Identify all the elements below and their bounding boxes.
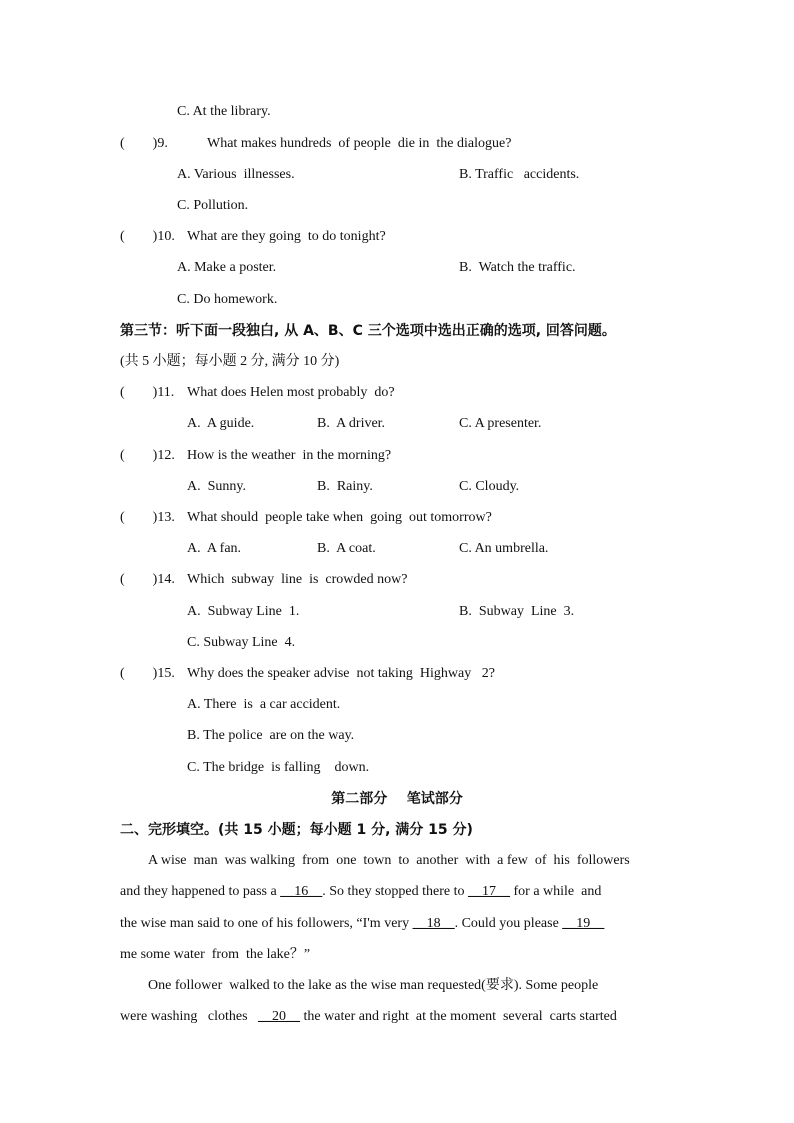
cloze-paragraph1-line2 [120, 883, 601, 901]
q15-number: ( )15. [120, 666, 175, 681]
q15-question: Why does the speaker advise not taking Highway 2? [187, 666, 495, 681]
q12-option-c: C. Cloudy. [459, 479, 520, 494]
blank-17: __17__ [468, 884, 510, 899]
q9-question: What makes hundreds of people die in the dialogue? [207, 136, 512, 151]
q14-option-a: A. Subway Line 1. [187, 604, 300, 619]
q14-number: ( )14. [120, 572, 175, 587]
blank-19: __19__ [562, 916, 605, 931]
q12-number: ( )12. [120, 448, 175, 463]
text-run: and they happened to pass a [120, 884, 281, 899]
text-run: for a while and [510, 884, 602, 899]
cloze-paragraph1-line4: me some water from the lake？” [120, 947, 311, 962]
q14-option-b: B. Subway Line 3. [459, 604, 575, 619]
text-run: the wise man said to one of his followers, “I'm very [120, 916, 413, 931]
q13-option-a: A. A fan. [187, 541, 242, 556]
q9-option-c: C. Pollution. [177, 198, 249, 213]
q10-option-b: B. Watch the traffic. [459, 260, 576, 275]
blank-16: __16__ [280, 884, 323, 899]
q11-option-a: A. A guide. [187, 416, 255, 431]
text-run: . So they stopped there to [322, 884, 468, 899]
q12-question: How is the weather in the morning? [187, 448, 392, 463]
q9-option-a: A. Various illnesses. [177, 167, 295, 182]
cloze-paragraph1-line3 [120, 915, 604, 933]
q15-option-a: A. There is a car accident. [187, 697, 341, 712]
blank-18: __18__ [412, 916, 455, 931]
q14-option-c: C. Subway Line 4. [187, 635, 296, 650]
q13-option-c: C. An umbrella. [459, 541, 549, 556]
q11-number: ( )11. [120, 385, 175, 400]
q10-question: What are they going to do tonight? [187, 229, 386, 244]
q10-number: ( )10. [120, 229, 175, 244]
q11-option-b: B. A driver. [317, 416, 386, 431]
cloze-title: 二、完形填空。(共 15 小题；每小题 1 分, 满分 15 分) [120, 822, 473, 838]
q15-option-c: C. The bridge is falling down. [187, 760, 370, 775]
blank-20: __20__ [258, 1009, 301, 1024]
q13-question: What should people take when going out tomorrow? [187, 510, 492, 525]
q9-option-b: B. Traffic accidents. [459, 167, 580, 182]
text-run: were washing clothes [120, 1009, 259, 1024]
q13-number: ( )13. [120, 510, 175, 525]
q14-question: Which subway line is crowded now? [187, 572, 408, 587]
cloze-paragraph2-line1: One follower walked to the lake as the wise man requested(要求). Some people [148, 978, 599, 993]
part2-title: 第二部分 笔试部分 [331, 791, 463, 807]
section3-note: (共 5 小题；每小题 2 分, 满分 10 分) [120, 354, 340, 369]
q10-option-c: C. Do homework. [177, 292, 278, 307]
q12-option-a: A. Sunny. [187, 479, 246, 494]
text-run: . Could you please [454, 916, 563, 931]
q11-question: What does Helen most probably do? [187, 385, 395, 400]
q10-option-a: A. Make a poster. [177, 260, 277, 275]
q13-option-b: B. A coat. [317, 541, 376, 556]
text-run: the water and right at the moment several carts started [300, 1009, 617, 1024]
q12-option-b: B. Rainy. [317, 479, 373, 494]
q9-number: ( )9. [120, 136, 168, 151]
q11-option-c: C. A presenter. [459, 416, 542, 431]
q8-option-c: C. At the library. [177, 104, 271, 119]
cloze-paragraph2-line2 [120, 1008, 617, 1026]
q15-option-b: B. The police are on the way. [187, 728, 355, 743]
cloze-paragraph1-line1: A wise man was walking from one town to another with a few of his followers [148, 853, 630, 868]
section3-title: 第三节：听下面一段独白, 从 A、B、C 三个选项中选出正确的选项, 回答问题。 [120, 323, 616, 339]
